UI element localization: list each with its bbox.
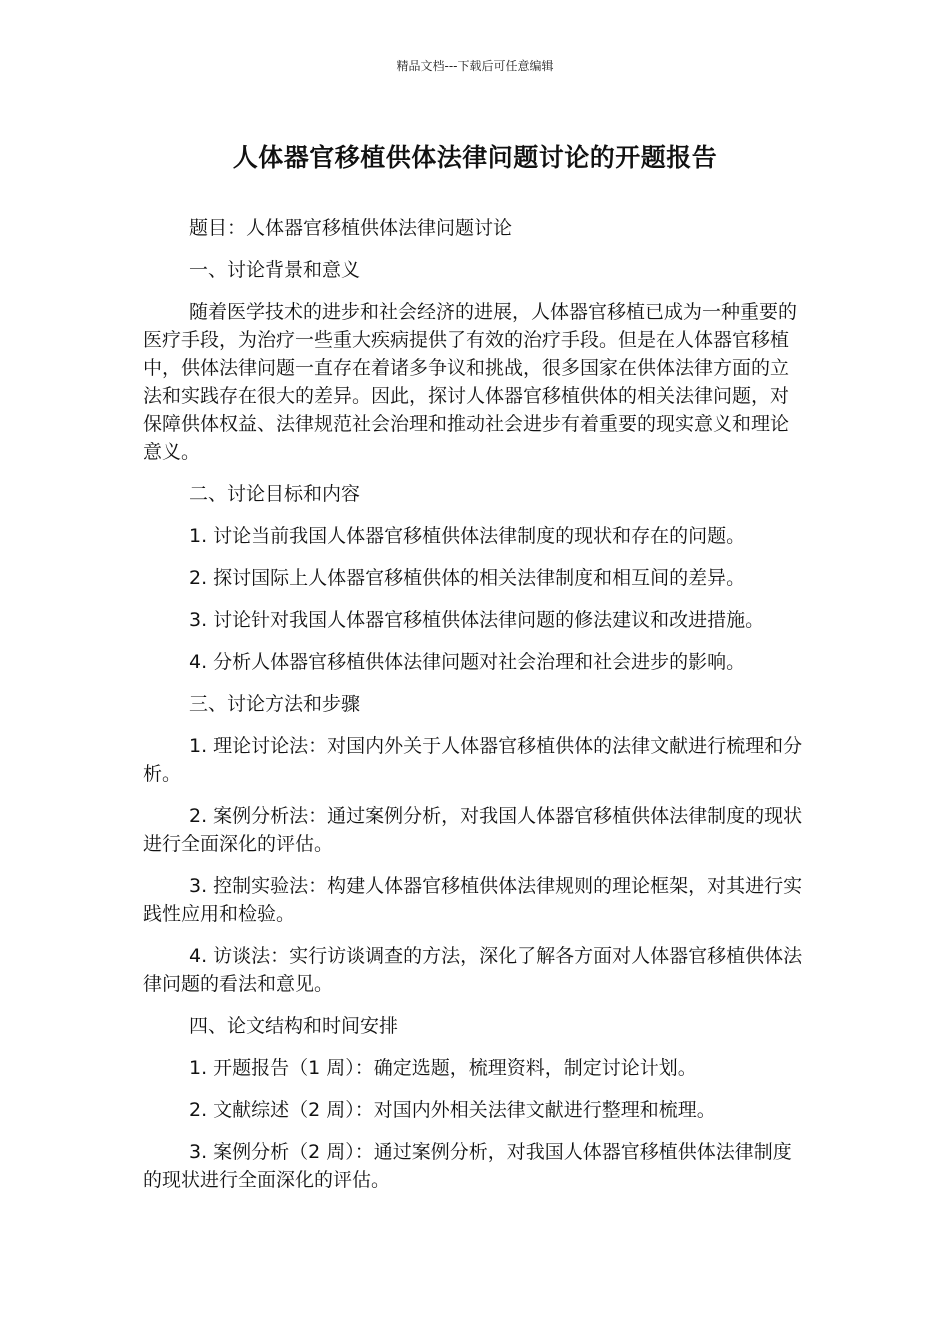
document-body [143,214,803,1208]
goal-item: 1. 讨论当前我国人体器官移植供体法律制度的现状和存在的问题。 [189,525,746,547]
goal-item: 2. 探讨国际上人体器官移植供体的相关法律制度和相互间的差异。 [189,567,746,589]
method-item: 2. 案例分析法：通过案例分析，对我国人体器官移植供体法律制度的现状进行全面深化的评估。 [143,805,803,855]
subject-line: 题目：人体器官移植供体法律问题讨论 [189,217,513,239]
method-item: 4. 访谈法：实行访谈调查的方法，深化了解各方面对人体器官移植供体法律问题的看法和意见。 [143,945,803,995]
section-heading-goals: 二、讨论目标和内容 [189,483,361,505]
schedule-item: 2. 文献综述（2 周）：对国内外相关法律文献进行整理和梳理。 [189,1099,716,1121]
goal-item: 4. 分析人体器官移植供体法律问题对社会治理和社会进步的影响。 [189,651,746,673]
schedule-item: 3. 案例分析（2 周）：通过案例分析，对我国人体器官移植供体法律制度的现状进行全面深化的评估。 [143,1141,792,1191]
section-heading-methods: 三、讨论方法和步骤 [189,693,361,715]
goal-item: 3. 讨论针对我国人体器官移植供体法律问题的修法建议和改进措施。 [189,609,765,631]
header-note: 精品文档---下载后可任意编辑 [396,59,554,73]
background-paragraph: 随着医学技术的进步和社会经济的进展，人体器官移植已成为一种重要的医疗手段，为治疗一些重大疾病提供了有效的治疗手段。但是在人体器官移植中，供体法律问题一直存在着诸多争议和挑战，很多国家在供体法律方面的立法和实践存在很大的差异。因此，探讨人体器官移植供体的相关法律问题，对保障供体权益、法律规范社会治理和推动社会进步有着重要的现实意义和理论意义。 [143,301,798,463]
section-heading-background: 一、讨论背景和意义 [189,259,361,281]
method-item: 1. 理论讨论法：对国内外关于人体器官移植供体的法律文献进行梳理和分析。 [143,735,803,785]
section-heading-schedule: 四、论文结构和时间安排 [189,1015,399,1037]
method-item: 3. 控制实验法：构建人体器官移植供体法律规则的理论框架，对其进行实践性应用和检验。 [143,875,803,925]
document-title: 人体器官移植供体法律问题讨论的开题报告 [232,143,718,172]
schedule-item: 1. 开题报告（1 周）：确定选题，梳理资料，制定讨论计划。 [189,1057,697,1079]
